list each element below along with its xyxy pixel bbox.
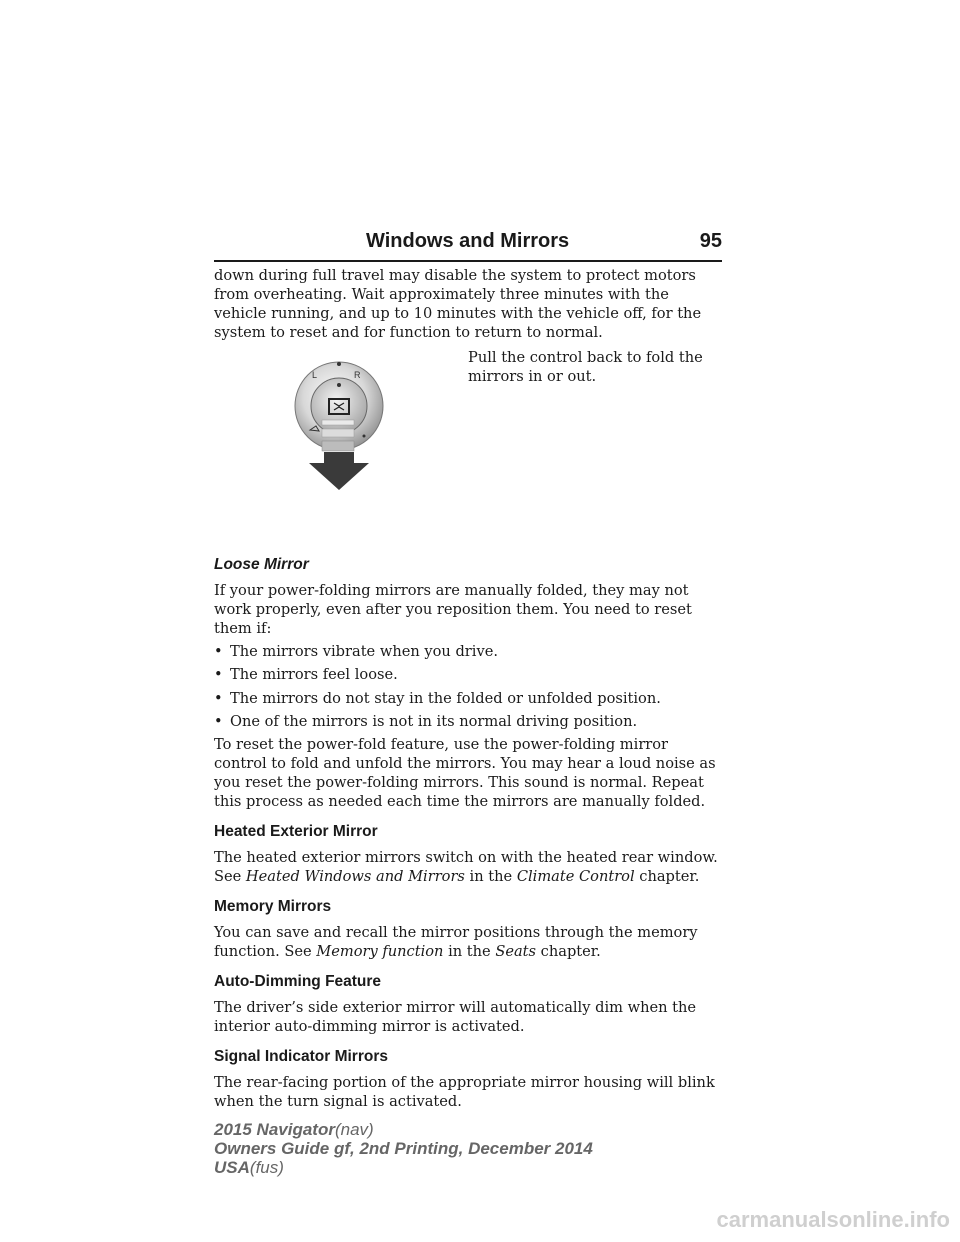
figure-row: [214, 348, 722, 554]
memory-mirrors-heading: Memory Mirrors: [214, 898, 332, 916]
page-content: [214, 266, 722, 1111]
list-item: • The mirrors vibrate when you drive.: [214, 643, 498, 660]
mirror-fold-control-figure: [294, 348, 394, 548]
loose-mirror-heading: Loose Mirror: [214, 556, 309, 573]
footer-market-code: (fus): [249, 1158, 284, 1177]
footer-model: 2015 Navigator: [214, 1120, 335, 1139]
footer-guide: Owners Guide gf, 2nd Printing, December 2014: [214, 1139, 593, 1158]
heated-windows-reference: Heated Windows and Mirrors: [245, 868, 465, 886]
mirror-control-knob-icon: [294, 348, 394, 548]
list-item: • The mirrors feel loose.: [214, 666, 398, 684]
chapter-title: Windows and Mirrors: [366, 230, 570, 252]
loose-mirror-list: [214, 642, 722, 731]
loose-mirror-intro: If your power-folding mirrors are manually folded, they may not work properly, even after you reposition them. You need to reset them if:: [214, 582, 692, 637]
memory-mirrors-paragraph: You can save and recall the mirror positions through the memory function. See Memory function in the Seats chapter.: [214, 924, 698, 961]
knob-left-label: L: [312, 370, 318, 380]
signal-indicator-heading: Signal Indicator Mirrors: [214, 1048, 388, 1066]
list-item: • The mirrors do not stay in the folded or unfolded position.: [214, 689, 661, 707]
climate-control-reference: Climate Control: [516, 868, 635, 886]
intro-paragraph: down during full travel may disable the system to protect motors from overheating. Wait approximately three minutes with the vehicle running, and up to 10 minutes with the vehicle off, for the system to reset and for function to return to normal.: [214, 267, 702, 341]
header-rule: [214, 260, 722, 262]
knob-right-label: R: [354, 370, 361, 380]
page-header: [366, 230, 722, 260]
footer-model-code: (nav): [334, 1120, 374, 1139]
figure-caption: Pull the control back to fold the mirrors in or out.: [468, 349, 703, 385]
watermark: carmanualsonline.info: [716, 1207, 950, 1232]
seats-reference: Seats: [495, 943, 537, 961]
heated-mirror-heading: Heated Exterior Mirror: [214, 823, 378, 841]
memory-function-reference: Memory function: [316, 943, 444, 961]
heated-mirror-paragraph: The heated exterior mirrors switch on with the heated rear window. See Heated Windows and Mirrors in the Climate Control chapter.: [214, 849, 718, 886]
reset-paragraph: To reset the power-fold feature, use the power-folding mirror control to fold and unfold the mirrors. You may hear a loud noise as you reset the power-folding mirrors. This sound is normal. Repeat this process as needed each time the mirrors are manually folded.: [214, 736, 716, 811]
page-number: 95: [699, 230, 722, 252]
signal-indicator-paragraph: The rear-facing portion of the appropriate mirror housing will blink when the turn signal is activated.: [214, 1074, 715, 1111]
page-footer: [214, 1120, 634, 1177]
list-item: • One of the mirrors is not in its normal driving position.: [214, 712, 638, 730]
auto-dimming-heading: Auto-Dimming Feature: [214, 973, 382, 991]
footer-market: USA: [214, 1158, 250, 1177]
auto-dimming-paragraph: The driver’s side exterior mirror will automatically dim when the interior auto-dimming mirror is activated.: [214, 999, 697, 1036]
